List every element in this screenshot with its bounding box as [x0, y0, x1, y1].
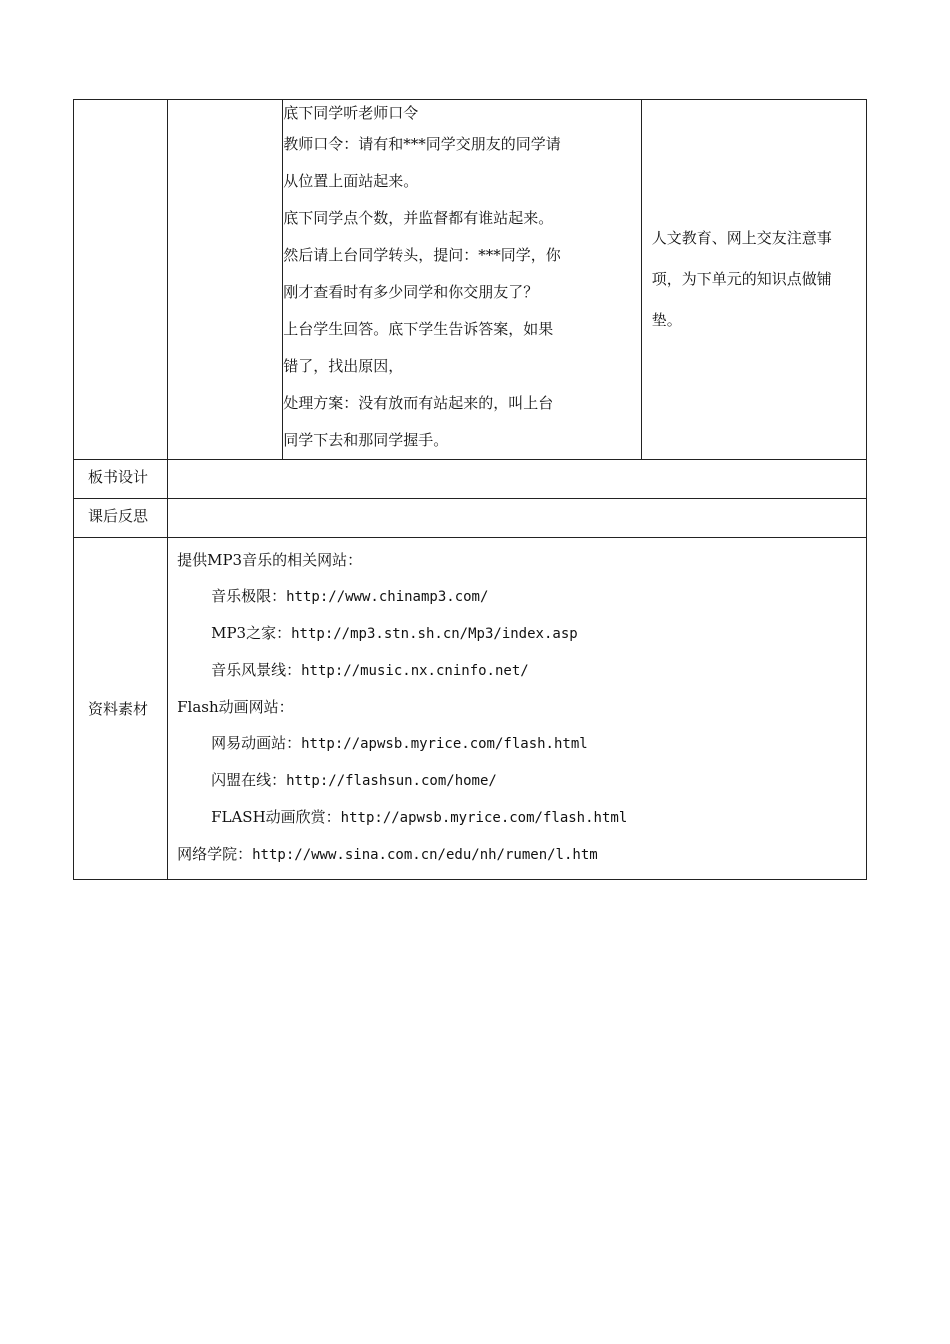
- board-design-row: [74, 460, 867, 499]
- resources-content: [168, 538, 867, 880]
- design-intent-cell: [641, 100, 866, 460]
- resource-link-item: [177, 652, 858, 689]
- site-name: 网络学院：: [177, 845, 253, 863]
- resource-link-item: [177, 836, 858, 873]
- empty-cell-2: [168, 100, 283, 460]
- site-url[interactable]: http://apwsb.myrice.com/flash.html: [340, 810, 628, 826]
- process-line: 底下同学点个数，并监督都有谁站起来。: [283, 209, 554, 227]
- process-line: 从位置上面站起来。: [283, 172, 419, 190]
- resources-row: [74, 538, 867, 880]
- resource-link-item: [177, 578, 858, 615]
- board-design-content: [168, 460, 867, 499]
- reflection-content: [168, 499, 867, 538]
- process-line: 然后请上台同学转头，提问：***同学，你: [283, 246, 561, 264]
- process-line: 错了，找出原因，: [283, 357, 404, 375]
- site-url[interactable]: http://www.chinamp3.com/: [286, 589, 489, 605]
- reflection-label: 课后反思: [74, 499, 168, 538]
- board-design-label: 板书设计: [74, 460, 168, 499]
- process-cell: [283, 100, 641, 460]
- teaching-process-row: [74, 100, 867, 460]
- note-line: 项，为下单元的知识点做铺: [651, 270, 832, 288]
- reflection-row: [74, 499, 867, 538]
- site-name: 音乐风景线：: [211, 661, 302, 679]
- process-line: 上台学生回答。底下学生告诉答案，如果: [283, 320, 554, 338]
- resource-link-item: [177, 762, 858, 799]
- site-url[interactable]: http://mp3.stn.sh.cn/Mp3/index.asp: [291, 626, 578, 642]
- site-url[interactable]: http://music.nx.cninfo.net/: [301, 663, 529, 679]
- site-name: MP3之家：: [211, 624, 292, 642]
- resources-label: 资料素材: [74, 538, 168, 880]
- resource-link-item: [177, 615, 858, 652]
- site-url[interactable]: http://www.sina.com.cn/edu/nh/rumen/l.htm: [252, 847, 598, 863]
- lesson-plan-table: [73, 99, 867, 880]
- note-line: 垫。: [651, 311, 682, 329]
- flash-heading: Flash动画网站：: [177, 698, 294, 716]
- process-line: 底下同学听老师口令: [283, 104, 419, 122]
- site-url[interactable]: http://apwsb.myrice.com/flash.html: [301, 736, 588, 752]
- resource-link-item: [177, 799, 858, 836]
- site-url[interactable]: http://flashsun.com/home/: [286, 773, 497, 789]
- site-name: 闪盟在线：: [211, 771, 287, 789]
- resource-link-item: [177, 725, 858, 762]
- site-name: FLASH动画欣赏：: [211, 808, 341, 826]
- process-line: 刚才查看时有多少同学和你交朋友了？: [283, 283, 539, 301]
- mp3-heading: 提供MP3音乐的相关网站：: [177, 551, 363, 569]
- process-line: 教师口令：请有和***同学交朋友的同学请: [283, 135, 561, 153]
- process-line: 同学下去和那同学握手。: [283, 431, 449, 449]
- site-name: 网易动画站：: [211, 734, 302, 752]
- process-line: 处理方案：没有放而有站起来的，叫上台: [283, 394, 554, 412]
- empty-cell-1: [74, 100, 168, 460]
- site-name: 音乐极限：: [211, 587, 287, 605]
- note-line: 人文教育、网上交友注意事: [651, 229, 832, 247]
